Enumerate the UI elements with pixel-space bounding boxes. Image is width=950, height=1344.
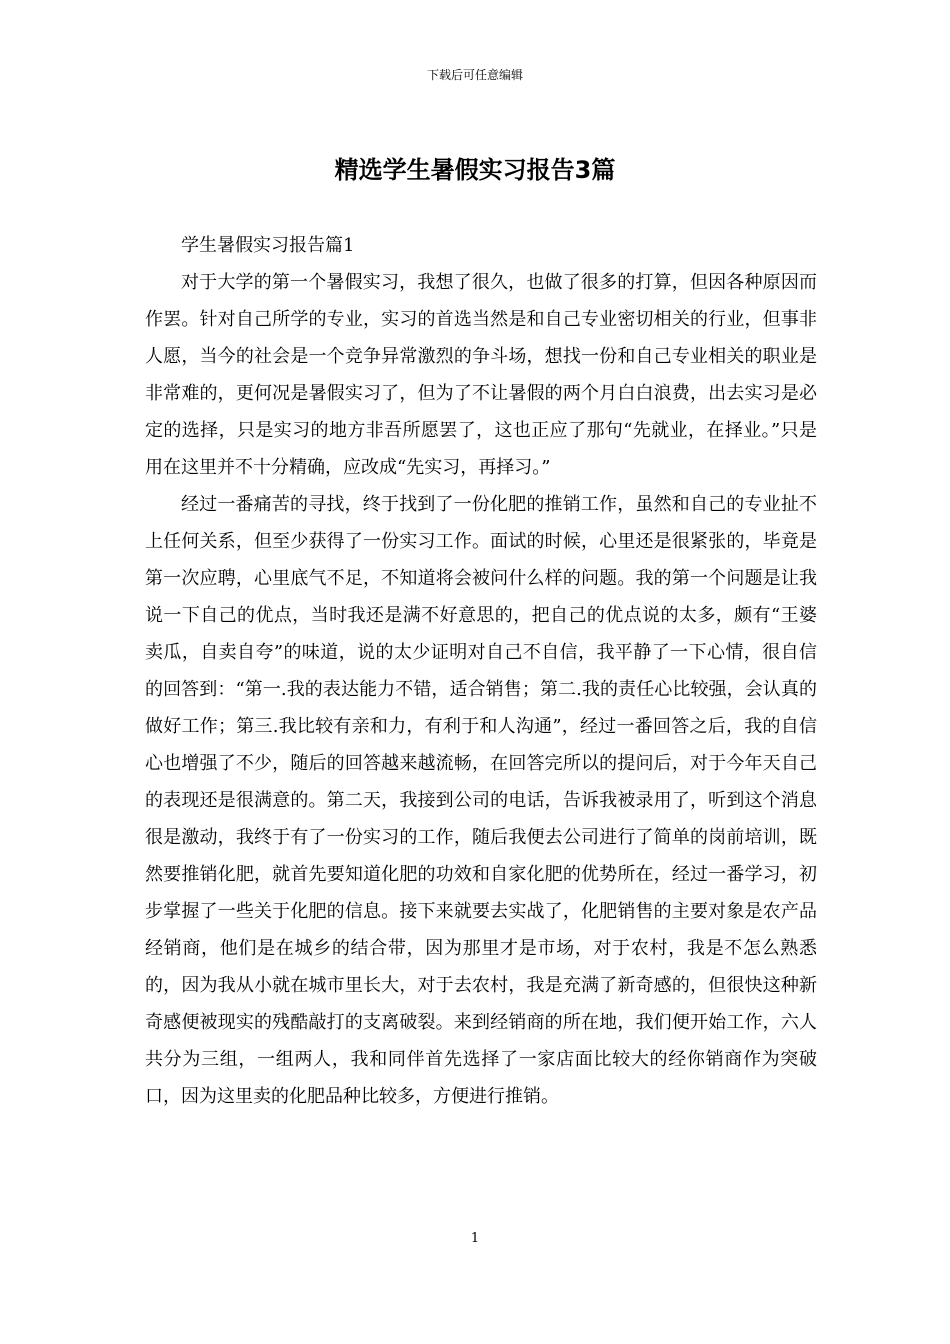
- section-heading: 学生暑假实习报告篇1: [181, 235, 355, 256]
- header-note: 下载后可任意编辑: [426, 68, 523, 82]
- paragraph: 经过一番痛苦的寻找，终于找到了一份化肥的推销工作，虽然和自己的专业扯不上任何关系，但至少获得了一份实习工作。面试的时候，心里还是很紧张的，毕竟是第一次应聘，心里底气不足，不知道将会被问什么样的问题。我的第一个问题是让我说一下自己的优点，当时我还是满不好意思的，把自己的优点说的太多，颇有“王婆卖瓜，自卖自夸”的味道，说的太少证明对自己不自信，我平静了一下心情，很自信的回答到：“第一.我的表达能力不错，适合销售；第二.我的责任心比较强，会认真的做好工作；第三.我比较有亲和力，有利于和人沟通”，经过一番回答之后，我的自信心也增强了不少，随后的回答越来越流畅，在回答完所以的提问后，对于今年天自己的表现还是很满意的。第二天，我接到公司的电话，告诉我被录用了，听到这个消息很是激动，我终于有了一份实习的工作，随后我便去公司进行了简单的岗前培训，既然要推销化肥，就首先要知道化肥的功效和自家化肥的优势所在，经过一番学习，初步掌握了一些关于化肥的信息。接下来就要去实战了，化肥销售的主要对象是农产品经销商，他们是在城乡的结合带，因为那里才是市场，对于农村，我是不怎么熟悉的，因为我从小就在城市里长大，对于去农村，我是充满了新奇感的，但很快这种新奇感便被现实的残酷敲打的支离破裂。来到经销商的所在地，我们便开始工作，六人共分为三组，一组两人，我和同伴首先选择了一家店面比较大的经你销商作为突破口，因为这里卖的化肥品种比较多，方便进行推销。: [145, 494, 817, 1107]
- page-number: 1: [470, 1231, 480, 1246]
- paragraph: 对于大学的第一个暑假实习，我想了很久，也做了很多的打算，但因各种原因而作罢。针对自己所学的专业，实习的首选当然是和自己专业密切相关的行业，但事非人愿，当今的社会是一个竞争异常激烈的争斗场，想找一份和自己专业相关的职业是非常难的，更何况是暑假实习了，但为了不让暑假的两个月白白浪费，出去实习是必定的选择，只是实习的地方非吾所愿罢了，这也正应了那句“先就业，在择业。”只是用在这里并不十分精确，应改成“先实习，再择习。”: [145, 272, 817, 478]
- document-body: [145, 227, 817, 1115]
- document-title: 精选学生暑假实习报告3篇: [334, 156, 616, 184]
